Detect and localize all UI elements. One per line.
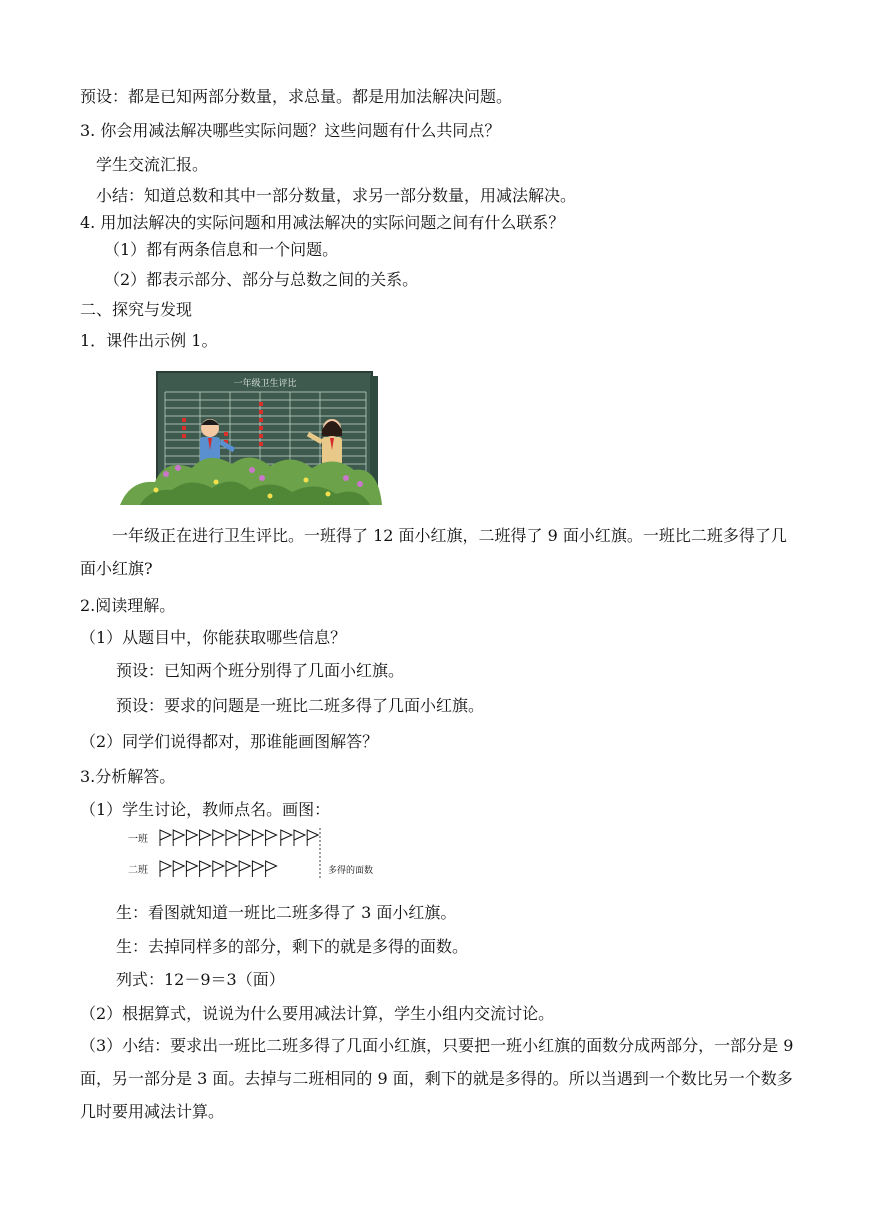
section-heading-explore: 二、探究与发现 bbox=[80, 300, 193, 319]
equation-line: 列式：12－9＝3（面） bbox=[116, 970, 285, 989]
section-reading: 2.阅读理解。 bbox=[80, 596, 176, 615]
flag-icon bbox=[226, 861, 237, 877]
flag-icon bbox=[266, 830, 277, 846]
student-answer-2: 生：去掉同样多的部分，剩下的就是多得的面数。 bbox=[116, 937, 469, 956]
analysis-summary: （3）小结：要求出一班比二班多得了几面小红旗，只要把一班小红旗的面数分成两部分，一部分是 9 面，另一部分是 3 面。去掉与二班相同的 9 面，剩下的就是多得的。所以当遇到一个数比另一个数多几时要用减法计算。 bbox=[80, 1036, 794, 1121]
flag-diagram bbox=[128, 826, 388, 880]
flag-icon bbox=[239, 861, 250, 877]
line-student-report: 学生交流汇报。 bbox=[96, 155, 209, 174]
classroom-illustration bbox=[120, 370, 385, 505]
flag-icon bbox=[160, 861, 171, 877]
analysis-step-2: （2）根据算式，说说为什么要用减法计算，学生小组内交流讨论。 bbox=[80, 1004, 555, 1023]
flag-icon bbox=[186, 830, 197, 846]
flag-icon bbox=[294, 830, 305, 846]
flag-icon bbox=[226, 830, 237, 846]
flag-icon bbox=[213, 830, 224, 846]
flag-icon bbox=[200, 861, 211, 877]
flag-icon bbox=[281, 830, 292, 846]
board-title: 一年级卫生评比 bbox=[233, 379, 297, 389]
line-connection-1: （1）都有两条信息和一个问题。 bbox=[104, 240, 339, 259]
section-analysis: 3.分析解答。 bbox=[80, 767, 176, 786]
flag-icon bbox=[160, 830, 171, 846]
line-connection-2: （2）都表示部分、部分与总数之间的关系。 bbox=[104, 270, 419, 289]
line-summary-subtraction: 小结：知道总数和其中一部分数量，求另一部分数量，用减法解决。 bbox=[96, 186, 577, 205]
flag-icon bbox=[173, 830, 184, 846]
flag-icon bbox=[173, 861, 184, 877]
reading-q2: （2）同学们说得都对，那谁能画图解答？ bbox=[80, 732, 379, 751]
question-3: 3. 你会用减法解决哪些实际问题？这些问题有什么共同点？ bbox=[80, 121, 501, 140]
question-4: 4. 用加法解决的实际问题和用减法解决的实际问题之间有什么联系？ bbox=[80, 213, 565, 232]
reading-q1: （1）从题目中，你能获取哪些信息？ bbox=[80, 628, 347, 647]
row-label-class-1: 一班 bbox=[128, 834, 148, 845]
line-preset-addition: 预设：都是已知两部分数量，求总量。都是用加法解决问题。 bbox=[80, 87, 513, 106]
flag-icon bbox=[307, 830, 318, 846]
analysis-step-1: （1）学生讨论，教师点名。画图： bbox=[80, 800, 331, 819]
extra-flags-note: 多得的面数 bbox=[328, 866, 374, 876]
reading-preset-2: 预设：要求的问题是一班比二班多得了几面小红旗。 bbox=[116, 696, 485, 715]
line-example-1: 1．课件出示例 1。 bbox=[80, 331, 218, 350]
student-answer-1: 生：看图就知道一班比二班多得了 3 面小红旗。 bbox=[116, 903, 457, 922]
flag-icon bbox=[186, 861, 197, 877]
flag-icon bbox=[252, 861, 263, 877]
row-label-class-2: 二班 bbox=[128, 865, 148, 876]
example-problem-text: 一年级正在进行卫生评比。一班得了 12 面小红旗，二班得了 9 面小红旗。一班比二班多得了几面小红旗? bbox=[80, 526, 787, 578]
flag-row-class-2 bbox=[160, 861, 277, 877]
flag-icon bbox=[213, 861, 224, 877]
flag-icon bbox=[200, 830, 211, 846]
flag-icon bbox=[239, 830, 250, 846]
flag-row-class-1 bbox=[160, 830, 318, 846]
flag-icon bbox=[266, 861, 277, 877]
flag-icon bbox=[252, 830, 263, 846]
reading-preset-1: 预设：已知两个班分别得了几面小红旗。 bbox=[116, 661, 405, 680]
